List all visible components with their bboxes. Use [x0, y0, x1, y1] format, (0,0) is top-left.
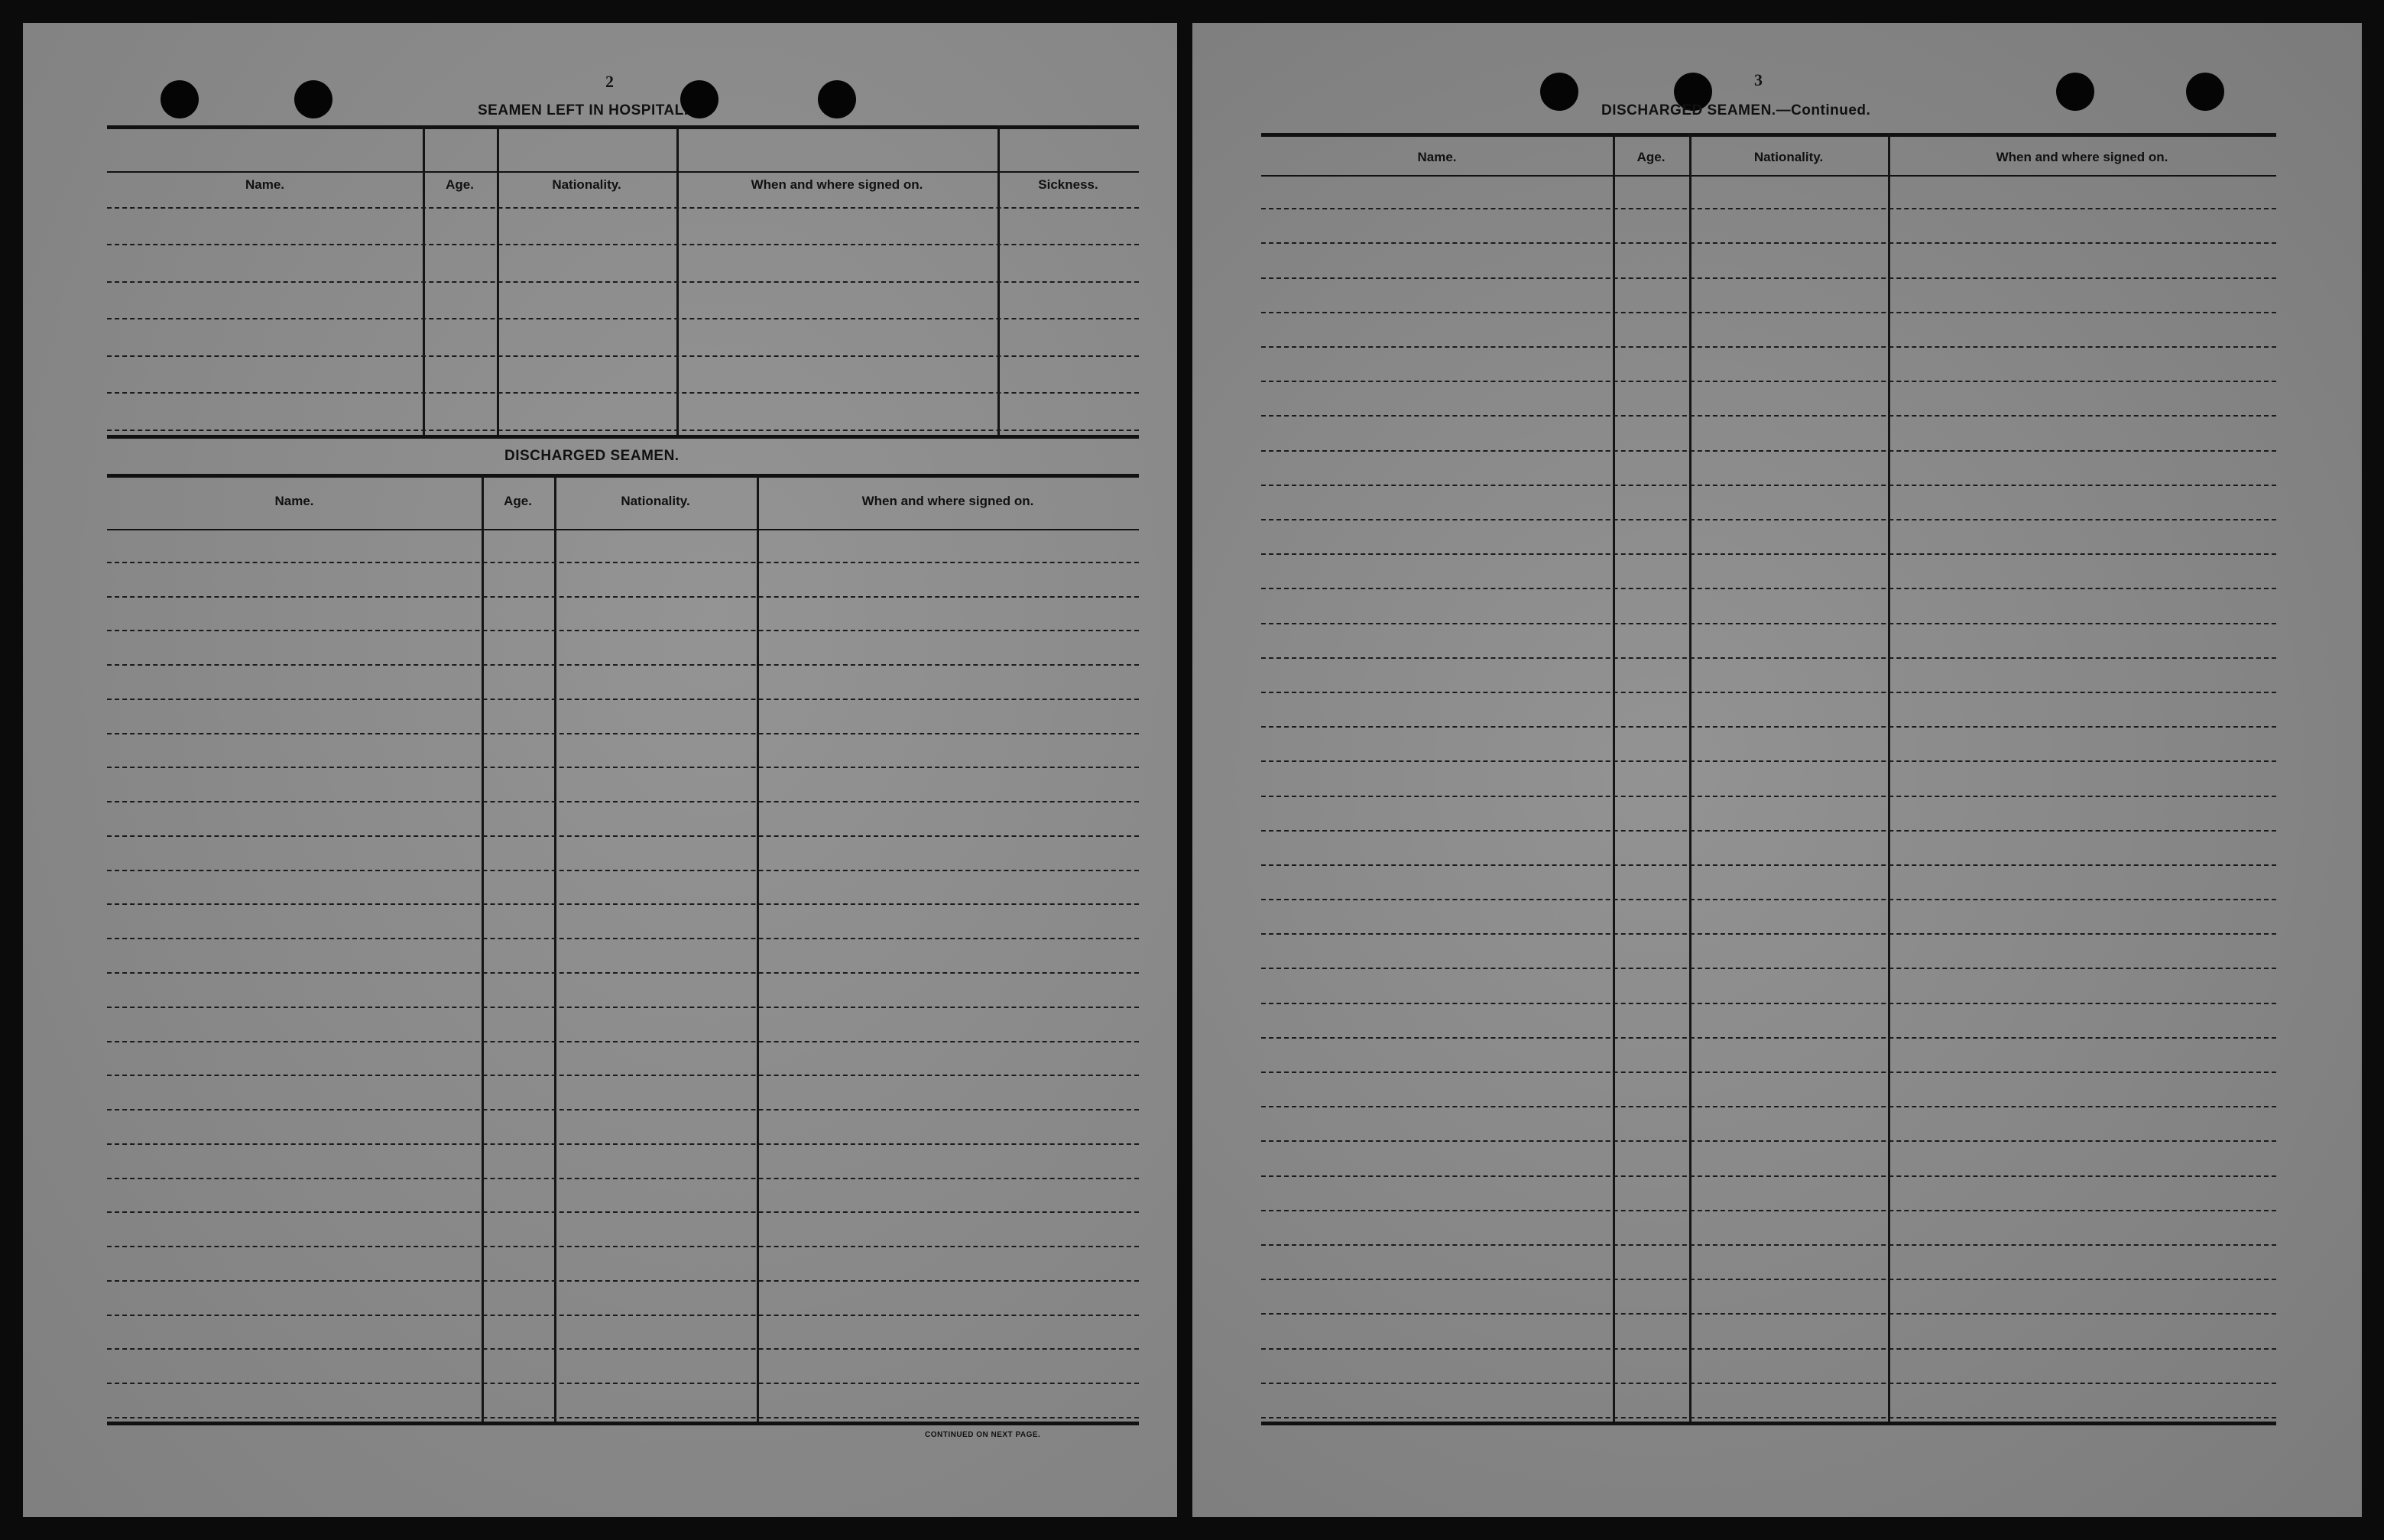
- blank-form-row: [1261, 726, 2276, 728]
- punch-hole: [2056, 73, 2094, 111]
- col-header-nationality: Nationality.: [621, 494, 690, 508]
- blank-form-row: [107, 767, 1139, 768]
- punch-hole: [2186, 73, 2224, 111]
- blank-form-row: [1261, 1106, 2276, 1107]
- blank-form-row: [107, 562, 1139, 563]
- blank-form-row: [107, 207, 1139, 209]
- blank-form-row: [1261, 519, 2276, 520]
- blank-form-row: [107, 835, 1139, 837]
- blank-form-row: [107, 1417, 1139, 1418]
- blank-form-row: [1261, 968, 2276, 969]
- blank-form-row: [1261, 1210, 2276, 1211]
- blank-form-row: [107, 733, 1139, 734]
- blank-form-row: [107, 801, 1139, 802]
- blank-form-row: [1261, 760, 2276, 762]
- blank-form-row: [1261, 796, 2276, 797]
- blank-form-row: [107, 596, 1139, 598]
- blank-form-row: [107, 1280, 1139, 1282]
- blank-form-row: [107, 1246, 1139, 1247]
- blank-form-row: [107, 972, 1139, 974]
- blank-form-row: [1261, 312, 2276, 313]
- blank-form-row: [1261, 1348, 2276, 1350]
- blank-form-row: [1261, 1279, 2276, 1280]
- blank-form-row: [107, 1075, 1139, 1076]
- col-header-name: Name.: [274, 494, 314, 508]
- blank-form-row: [1261, 1072, 2276, 1073]
- discharged-continued-heading: DISCHARGED SEAMEN.—Continued.: [1601, 102, 1871, 118]
- continued-note: CONTINUED ON NEXT PAGE.: [925, 1431, 1041, 1439]
- punch-hole: [818, 80, 856, 118]
- blank-form-row: [107, 664, 1139, 666]
- hospital-heading: SEAMEN LEFT IN HOSPITAL.: [478, 102, 689, 118]
- discharged-continued-table: [1261, 133, 2276, 1425]
- blank-form-row: [107, 1143, 1139, 1145]
- blank-form-row: [1261, 415, 2276, 417]
- discharged-table: [107, 474, 1139, 1425]
- blank-form-row: [1261, 381, 2276, 382]
- left-page: [23, 23, 1177, 1517]
- hospital-table: [107, 125, 1139, 439]
- blank-form-row: [107, 355, 1139, 357]
- blank-form-row: [1261, 1037, 2276, 1039]
- col-header-name: Name.: [1417, 150, 1457, 164]
- page-number: 3: [1754, 70, 1763, 89]
- punch-hole: [1540, 73, 1578, 111]
- blank-form-row: [107, 1383, 1139, 1384]
- blank-form-row: [1261, 588, 2276, 589]
- blank-form-row: [1261, 1140, 2276, 1142]
- blank-form-row: [107, 1109, 1139, 1110]
- blank-form-row: [1261, 346, 2276, 348]
- col-header-sickness: Sickness.: [1038, 177, 1098, 192]
- discharged-heading: DISCHARGED SEAMEN.: [504, 448, 680, 464]
- blank-form-row: [1261, 242, 2276, 244]
- blank-form-row: [107, 392, 1139, 394]
- blank-form-row: [1261, 933, 2276, 935]
- blank-form-row: [1261, 450, 2276, 452]
- blank-form-row: [107, 281, 1139, 283]
- right-page: [1192, 23, 2362, 1517]
- blank-form-row: [107, 1211, 1139, 1213]
- blank-form-row: [1261, 553, 2276, 555]
- col-header-age: Age.: [1636, 150, 1666, 164]
- blank-form-row: [107, 244, 1139, 245]
- blank-form-row: [1261, 864, 2276, 866]
- blank-form-row: [107, 1315, 1139, 1316]
- blank-form-row: [1261, 277, 2276, 279]
- col-header-age: Age.: [504, 494, 532, 508]
- blank-form-row: [107, 699, 1139, 700]
- blank-form-row: [1261, 485, 2276, 486]
- blank-form-row: [1261, 1313, 2276, 1315]
- col-header-nationality: Nationality.: [552, 177, 621, 192]
- blank-form-row: [1261, 1003, 2276, 1004]
- blank-form-row: [1261, 1417, 2276, 1418]
- blank-form-row: [1261, 623, 2276, 624]
- col-header-nationality: Nationality.: [1753, 150, 1824, 164]
- blank-form-row: [1261, 1383, 2276, 1384]
- blank-form-row: [107, 1041, 1139, 1042]
- blank-form-row: [1261, 657, 2276, 659]
- blank-form-row: [107, 1348, 1139, 1350]
- blank-form-row: [107, 903, 1139, 905]
- blank-form-row: [1261, 830, 2276, 832]
- blank-form-row: [107, 1007, 1139, 1008]
- page-number: 2: [605, 72, 614, 91]
- col-header-signed-on: When and where signed on.: [1996, 150, 2168, 164]
- punch-hole: [161, 80, 199, 118]
- col-header-age: Age.: [446, 177, 474, 192]
- col-header-signed-on: When and where signed on.: [861, 494, 1034, 508]
- blank-form-row: [107, 318, 1139, 319]
- punch-hole: [294, 80, 332, 118]
- blank-form-row: [107, 430, 1139, 431]
- blank-form-row: [1261, 692, 2276, 693]
- col-header-signed-on: When and where signed on.: [751, 177, 923, 192]
- blank-form-row: [107, 938, 1139, 939]
- blank-form-row: [107, 630, 1139, 631]
- blank-form-row: [1261, 899, 2276, 900]
- blank-form-row: [107, 870, 1139, 871]
- blank-form-row: [1261, 208, 2276, 209]
- col-header-name: Name.: [245, 177, 285, 192]
- blank-form-row: [1261, 1244, 2276, 1246]
- blank-form-row: [1261, 1175, 2276, 1177]
- blank-form-row: [107, 1178, 1139, 1179]
